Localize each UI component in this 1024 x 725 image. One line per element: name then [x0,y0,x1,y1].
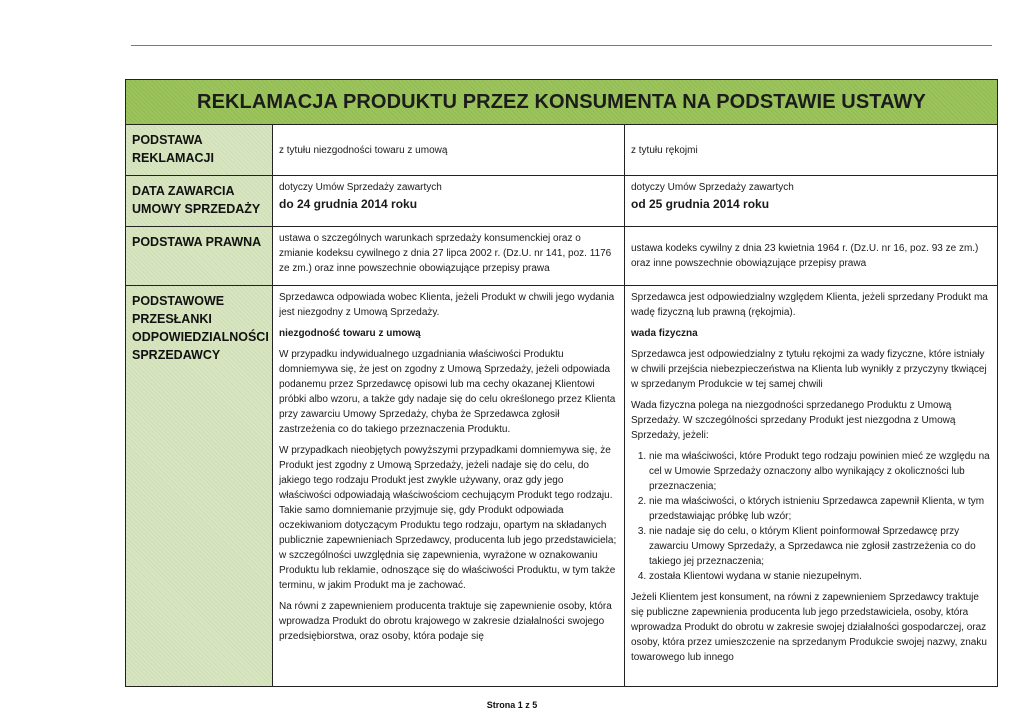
date-right-value: od 25 grudnia 2014 roku [631,197,770,211]
liability-left-paragraph: Na równi z zapewnieniem producenta traktuje się zapewnienie osoby, która wprowadza Produkt do obrotu krajowego w zakresie działalności swojego przedsiębiorstwa, oraz osoby, która podaje się [279,601,612,642]
list-item: 2. nie ma właściwości, o których istnieniu Sprzedawca zapewnił Klienta, w tym przedstawiając próbkę lub wzór; [649,494,991,524]
date-right-intro: dotyczy Umów Sprzedaży zawartych [631,182,794,193]
liability-right-subheading: wada fizyczna [631,328,698,339]
row-liability [126,286,998,687]
liability-right [625,286,998,687]
row-date [126,176,998,227]
row-label-liability: PODSTAWOWE PRZESŁANKI ODPOWIEDZIALNOŚCI SPRZEDAWCY [126,286,273,687]
liability-left [273,286,625,687]
liability-right-intro: Sprzedawca jest odpowiedzialny względem Klienta, jeżeli sprzedany Produkt ma wadę fizyczną lub prawną (rękojmia). [631,292,988,318]
row-label-legal: PODSTAWA PRAWNA [126,227,273,286]
list-item: 1. nie ma właściwości, które Produkt tego rodzaju powinien mieć ze względu na cel w Umowie Sprzedaży oznaczony albo wynikający z okoliczności lub przeznaczenia; [649,449,991,494]
legal-left: ustawa o szczególnych warunkach sprzedaży konsumenckiej oraz o zmianie kodeksu cywilnego z dnia 27 lipca 2002 r. (Dz.U. nr 141, poz. 1176 ze zm.) oraz inne powszechnie obowiązujące przepisy prawa [273,227,625,286]
header-rule [131,45,992,46]
liability-right-paragraph: Jeżeli Klientem jest konsument, na równi z zapewnieniem Sprzedawcy traktuje się publiczne zapewnienia producenta lub jego przedstawiciela, osoby, która wprowadza Produkt do obrotu w zakresie swojej działalności gospodarczej, oraz osoby, która przez umieszczenie na sprzedanym Produkcie swojej nazwy, znaku towarowego lub innego [631,592,987,663]
row-label-basis: PODSTAWA REKLAMACJI [126,125,273,176]
date-right [625,176,998,227]
liability-left-content [279,290,618,678]
liability-left-paragraph: W przypadku indywidualnego uzgadniania właściwości Produktu domniemywa się, że jest on zgodny z Umową Sprzedaży, jeżeli odpowiada podanemu przez Sprzedawcę opisowi lub ma cechy okazanej Klientowi próbki albo wzoru, a także gdy nadaje się do celu określonego przez Klienta przy zawarciu Umowy Sprzedaży, chyba że Sprzedawca zgłosił zastrzeżenia co do takiego przeznaczenia Produktu. [279,349,616,435]
date-left-intro: dotyczy Umów Sprzedaży zawartych [279,182,442,193]
list-item: 4. została Klientowi wydana w stanie niezupełnym. [649,569,991,584]
complaint-table [125,79,998,687]
liability-left-subheading: niezgodność towaru z umową [279,328,421,339]
basis-warranty: z tytułu rękojmi [625,125,998,176]
date-left [273,176,625,227]
row-legal [126,227,998,286]
page-number: Strona 1 z 5 [486,700,538,710]
table-title: REKLAMACJA PRODUKTU PRZEZ KONSUMENTA NA PODSTAWIE USTAWY [126,80,998,125]
title-row [126,80,998,125]
basis-nonconformity: z tytułu niezgodności towaru z umową [273,125,625,176]
liability-left-intro: Sprzedawca odpowiada wobec Klienta, jeżeli Produkt w chwili jego wydania jest niezgodny z Umową Sprzedaży. [279,292,615,318]
row-basis [126,125,998,176]
liability-right-paragraph: Wada fizyczna polega na niezgodności sprzedanego Produktu z Umową Sprzedaży. W szczególności sprzedany Produkt jest niezgodna z Umową Sprzedaży, jeżeli: [631,400,956,441]
list-item: 3. nie nadaje się do celu, o którym Klient poinformował Sprzedawcę przy zawarciu Umowy Sprzedaży, a Sprzedawca nie zgłosił zastrzeżenia co do takiego jej przeznaczenia; [649,524,991,569]
liability-right-paragraph: Sprzedawca jest odpowiedzialny z tytułu rękojmi za wady fizyczne, które istniały w chwili przejścia niebezpieczeństwa na Klienta lub wynikły z przyczyny tkwiącej w sprzedanym Produkcie w tej samej chwili [631,349,987,390]
liability-right-content [631,290,991,678]
liability-left-paragraph: W przypadkach nieobjętych powyższymi przypadkami domniemywa się, że Produkt jest zgodny z Umową Sprzedaży, jeżeli nadaje się do celu, do jakiego tego rodzaju Produkt jest zwykle używany, oraz gdy jego właściwości odpowiadają właściwościom cechującym Produkt tego rodzaju. Takie samo domniemanie przyjmuje się, gdy Produkt odpowiada oczekiwaniom dotyczącym Produktu tego rodzaju, opartym na składanych publicznie zapewnieniach Sprzedawcy, producenta lub jego przedstawiciela; w szczególności uwzględnia się zapewnienia, wyrażone w oznakowaniu Produktu lub reklamie, odnoszące się do właściwości Produktu, w tym także terminu, w jakim Produkt ma je zachować. [279,445,617,591]
defect-conditions-list [631,449,991,584]
legal-right: ustawa kodeks cywilny z dnia 23 kwietnia 1964 r. (Dz.U. nr 16, poz. 93 ze zm.) oraz inne powszechnie obowiązujące przepisy prawa [625,227,998,286]
row-label-date: DATA ZAWARCIA UMOWY SPRZEDAŻY [126,176,273,227]
date-left-value: do 24 grudnia 2014 roku [279,197,418,211]
